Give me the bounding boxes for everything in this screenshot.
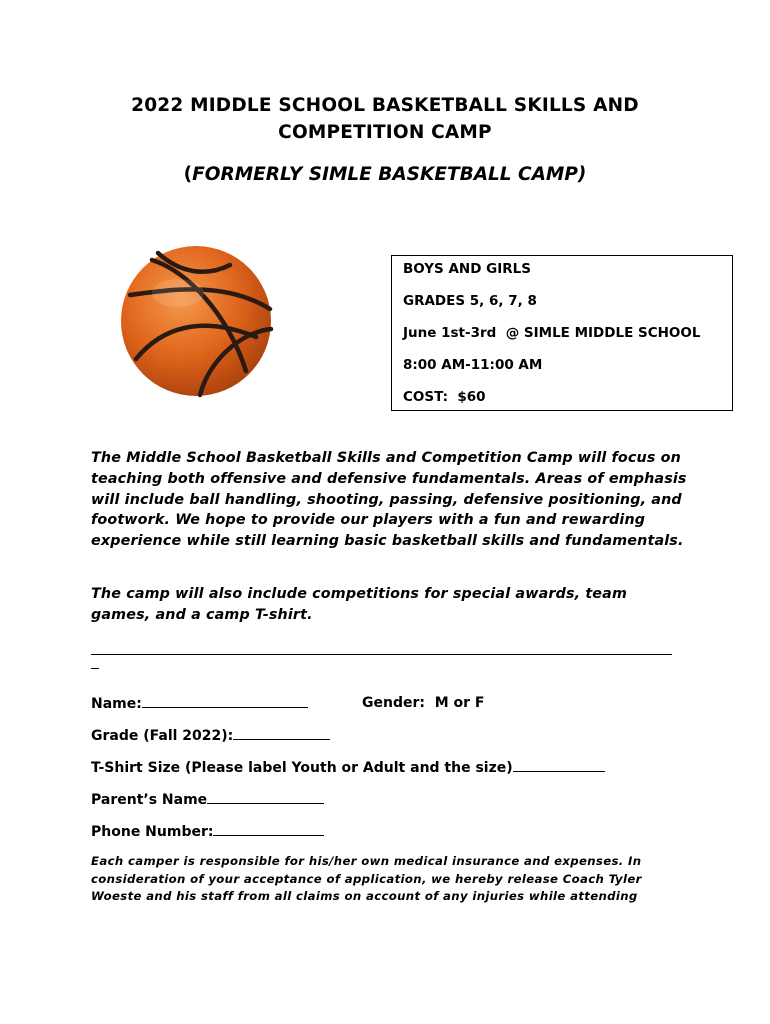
tshirt-label: T-Shirt Size (Please label Youth or Adult and the size) [91,760,513,776]
competition-paragraph: The camp will also include competitions for special awards, team games, and a camp T-shirt. [91,586,627,623]
grade-blank[interactable] [233,726,330,740]
divider [91,654,672,655]
tshirt-blank[interactable] [513,758,605,772]
info-line: COST: $60 [403,389,486,405]
page-subtitle [80,161,690,188]
basketball-icon [118,243,274,399]
grade-field[interactable] [91,726,330,745]
page-title [80,92,690,146]
tshirt-field[interactable] [91,758,605,777]
subtitle-paren: ( [183,164,193,185]
info-line: GRADES 5, 6, 7, 8 [403,293,537,309]
title-line-2: COMPETITION CAMP [278,122,492,143]
gender-field[interactable]: Gender: M or F [362,695,485,711]
info-line: BOYS AND GIRLS [403,261,531,277]
description-paragraph: The Middle School Basketball Skills and Competition Camp will focus on teaching both offensive and defensive fundamentals. Areas of emphasis will include ball handling, shooting, passing, defensive positioning, and footwork. We hope to provide our players with a fun and rewarding experience while still learning basic basketball skills and fundamentals. [91,450,687,550]
subtitle-text: FORMERLY SIMLE BASKETBALL CAMP) [192,164,587,185]
phone-label: Phone Number: [91,824,214,840]
parent-blank[interactable] [207,790,324,804]
phone-field[interactable] [91,822,324,841]
parent-name-field[interactable] [91,790,324,809]
name-label: Name: [91,696,142,712]
name-blank[interactable] [142,694,308,708]
liability-disclaimer: Each camper is responsible for his/her own medical insurance and expenses. In consideration of your acceptance of application, we hereby release Coach Tyler Woeste and his staff from all claims on account of any injuries while attending [91,854,642,904]
info-line: 8:00 AM-11:00 AM [403,357,543,373]
title-line-1: 2022 MIDDLE SCHOOL BASKETBALL SKILLS AND [131,95,639,116]
name-field[interactable] [91,694,308,713]
info-line: June 1st-3rd @ SIMLE MIDDLE SCHOOL [403,325,701,341]
divider-mark [91,668,99,669]
phone-blank[interactable] [213,822,324,836]
parent-label: Parent’s Name [91,792,208,808]
camp-info-box [391,255,733,411]
grade-label: Grade (Fall 2022): [91,728,234,744]
